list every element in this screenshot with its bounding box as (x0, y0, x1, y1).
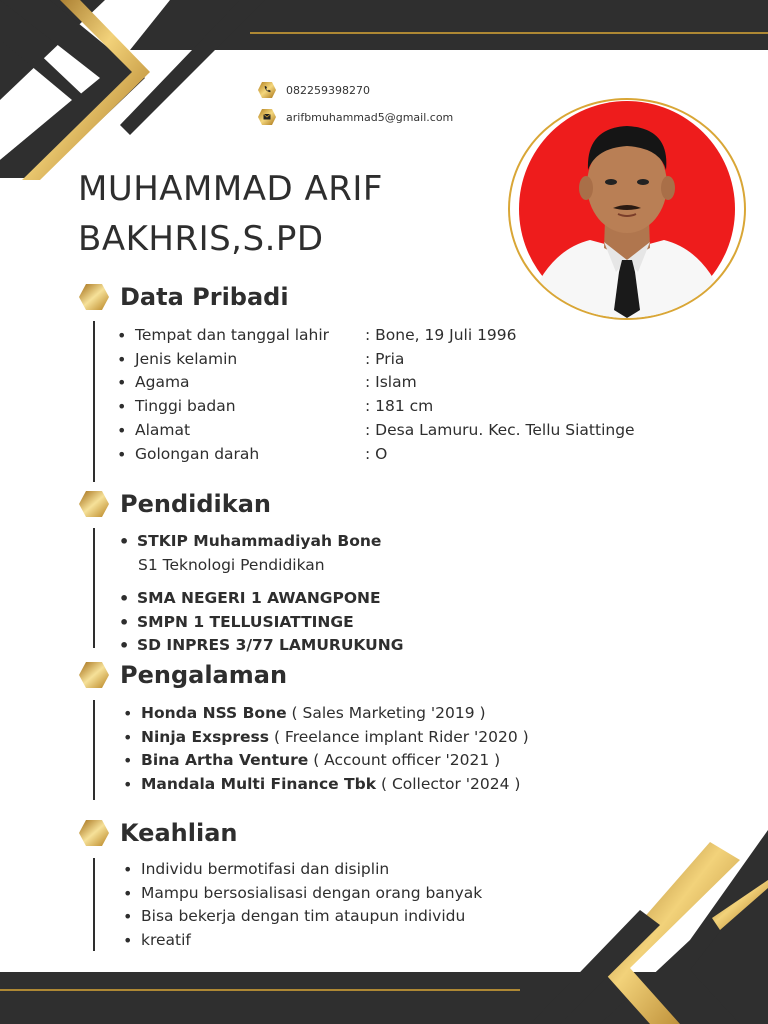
section-keahlian (78, 819, 237, 847)
list-item: • SMPN 1 TELLUSIATTINGE (117, 611, 537, 635)
name-line-1: MUHAMMAD ARIF (78, 169, 383, 209)
section-title-pendidikan: Pendidikan (120, 490, 272, 518)
page-title (78, 164, 383, 264)
list-item: • STKIP Muhammadiyah Bone (117, 530, 537, 554)
list-item: • Bisa bekerja dengan tim ataupun individu (121, 905, 591, 929)
list-item: • SD INPRES 3/77 LAMURUKUNG (117, 634, 537, 658)
list-item: • Golongan darah : O (115, 443, 675, 467)
contact-email (257, 108, 453, 126)
list-item: • Jenis kelamin : Pria (115, 348, 675, 372)
hexagon-bullet-icon (78, 819, 110, 847)
envelope-icon (257, 108, 277, 126)
list-item: • Individu bermotifasi dan disiplin (121, 858, 591, 882)
timeline-line (93, 700, 95, 800)
program-text: S1 Teknologi Pendidikan (138, 556, 325, 574)
phone-icon (257, 81, 277, 99)
list-item: • Honda NSS Bone ( Sales Marketing '2019 ) (121, 702, 591, 726)
name-line-2: BAKHRIS,S.PD (78, 219, 324, 259)
timeline-line (93, 321, 95, 482)
list-item: • Tempat dan tanggal lahir : Bone, 19 Juli 1996 (115, 324, 675, 348)
hexagon-bullet-icon (78, 283, 110, 311)
list-item: • Ninja Exspress ( Freelance implant Rider '2020 ) (121, 726, 591, 750)
list-item: • SMA NEGERI 1 AWANGPONE (117, 587, 537, 611)
section-data-pribadi (78, 283, 289, 311)
list-item: • kreatif (121, 929, 591, 953)
list-item: • Tinggi badan : 181 cm (115, 395, 675, 419)
section-pendidikan (78, 490, 271, 518)
timeline-line (93, 528, 95, 648)
pendidikan-list (117, 530, 537, 554)
list-item: • Alamat : Desa Lamuru. Kec. Tellu Siattinge (115, 419, 675, 443)
contact-phone (257, 81, 370, 99)
section-title-keahlian: Keahlian (120, 819, 238, 847)
list-item: • Bina Artha Venture ( Account officer '2021 ) (121, 749, 591, 773)
section-title-pengalaman: Pengalaman (120, 661, 288, 689)
data-pribadi-list (115, 324, 675, 466)
timeline-line (93, 858, 95, 951)
section-pengalaman (78, 661, 287, 689)
pengalaman-list (121, 702, 591, 797)
phone-number[interactable]: 082259398270 (286, 83, 370, 97)
email-address[interactable]: arifbmuhammad5@gmail.com (286, 110, 454, 124)
keahlian-list (121, 858, 591, 953)
hexagon-bullet-icon (78, 490, 110, 518)
list-item: • Agama : Islam (115, 371, 675, 395)
hexagon-bullet-icon (78, 661, 110, 689)
section-title-data-pribadi: Data Pribadi (120, 283, 289, 311)
list-item: • Mandala Multi Finance Tbk ( Collector '2024 ) (121, 773, 591, 797)
profile-photo (508, 98, 746, 320)
pendidikan-list-2 (117, 587, 537, 658)
list-item: • Mampu bersosialisasi dengan orang banyak (121, 882, 591, 906)
